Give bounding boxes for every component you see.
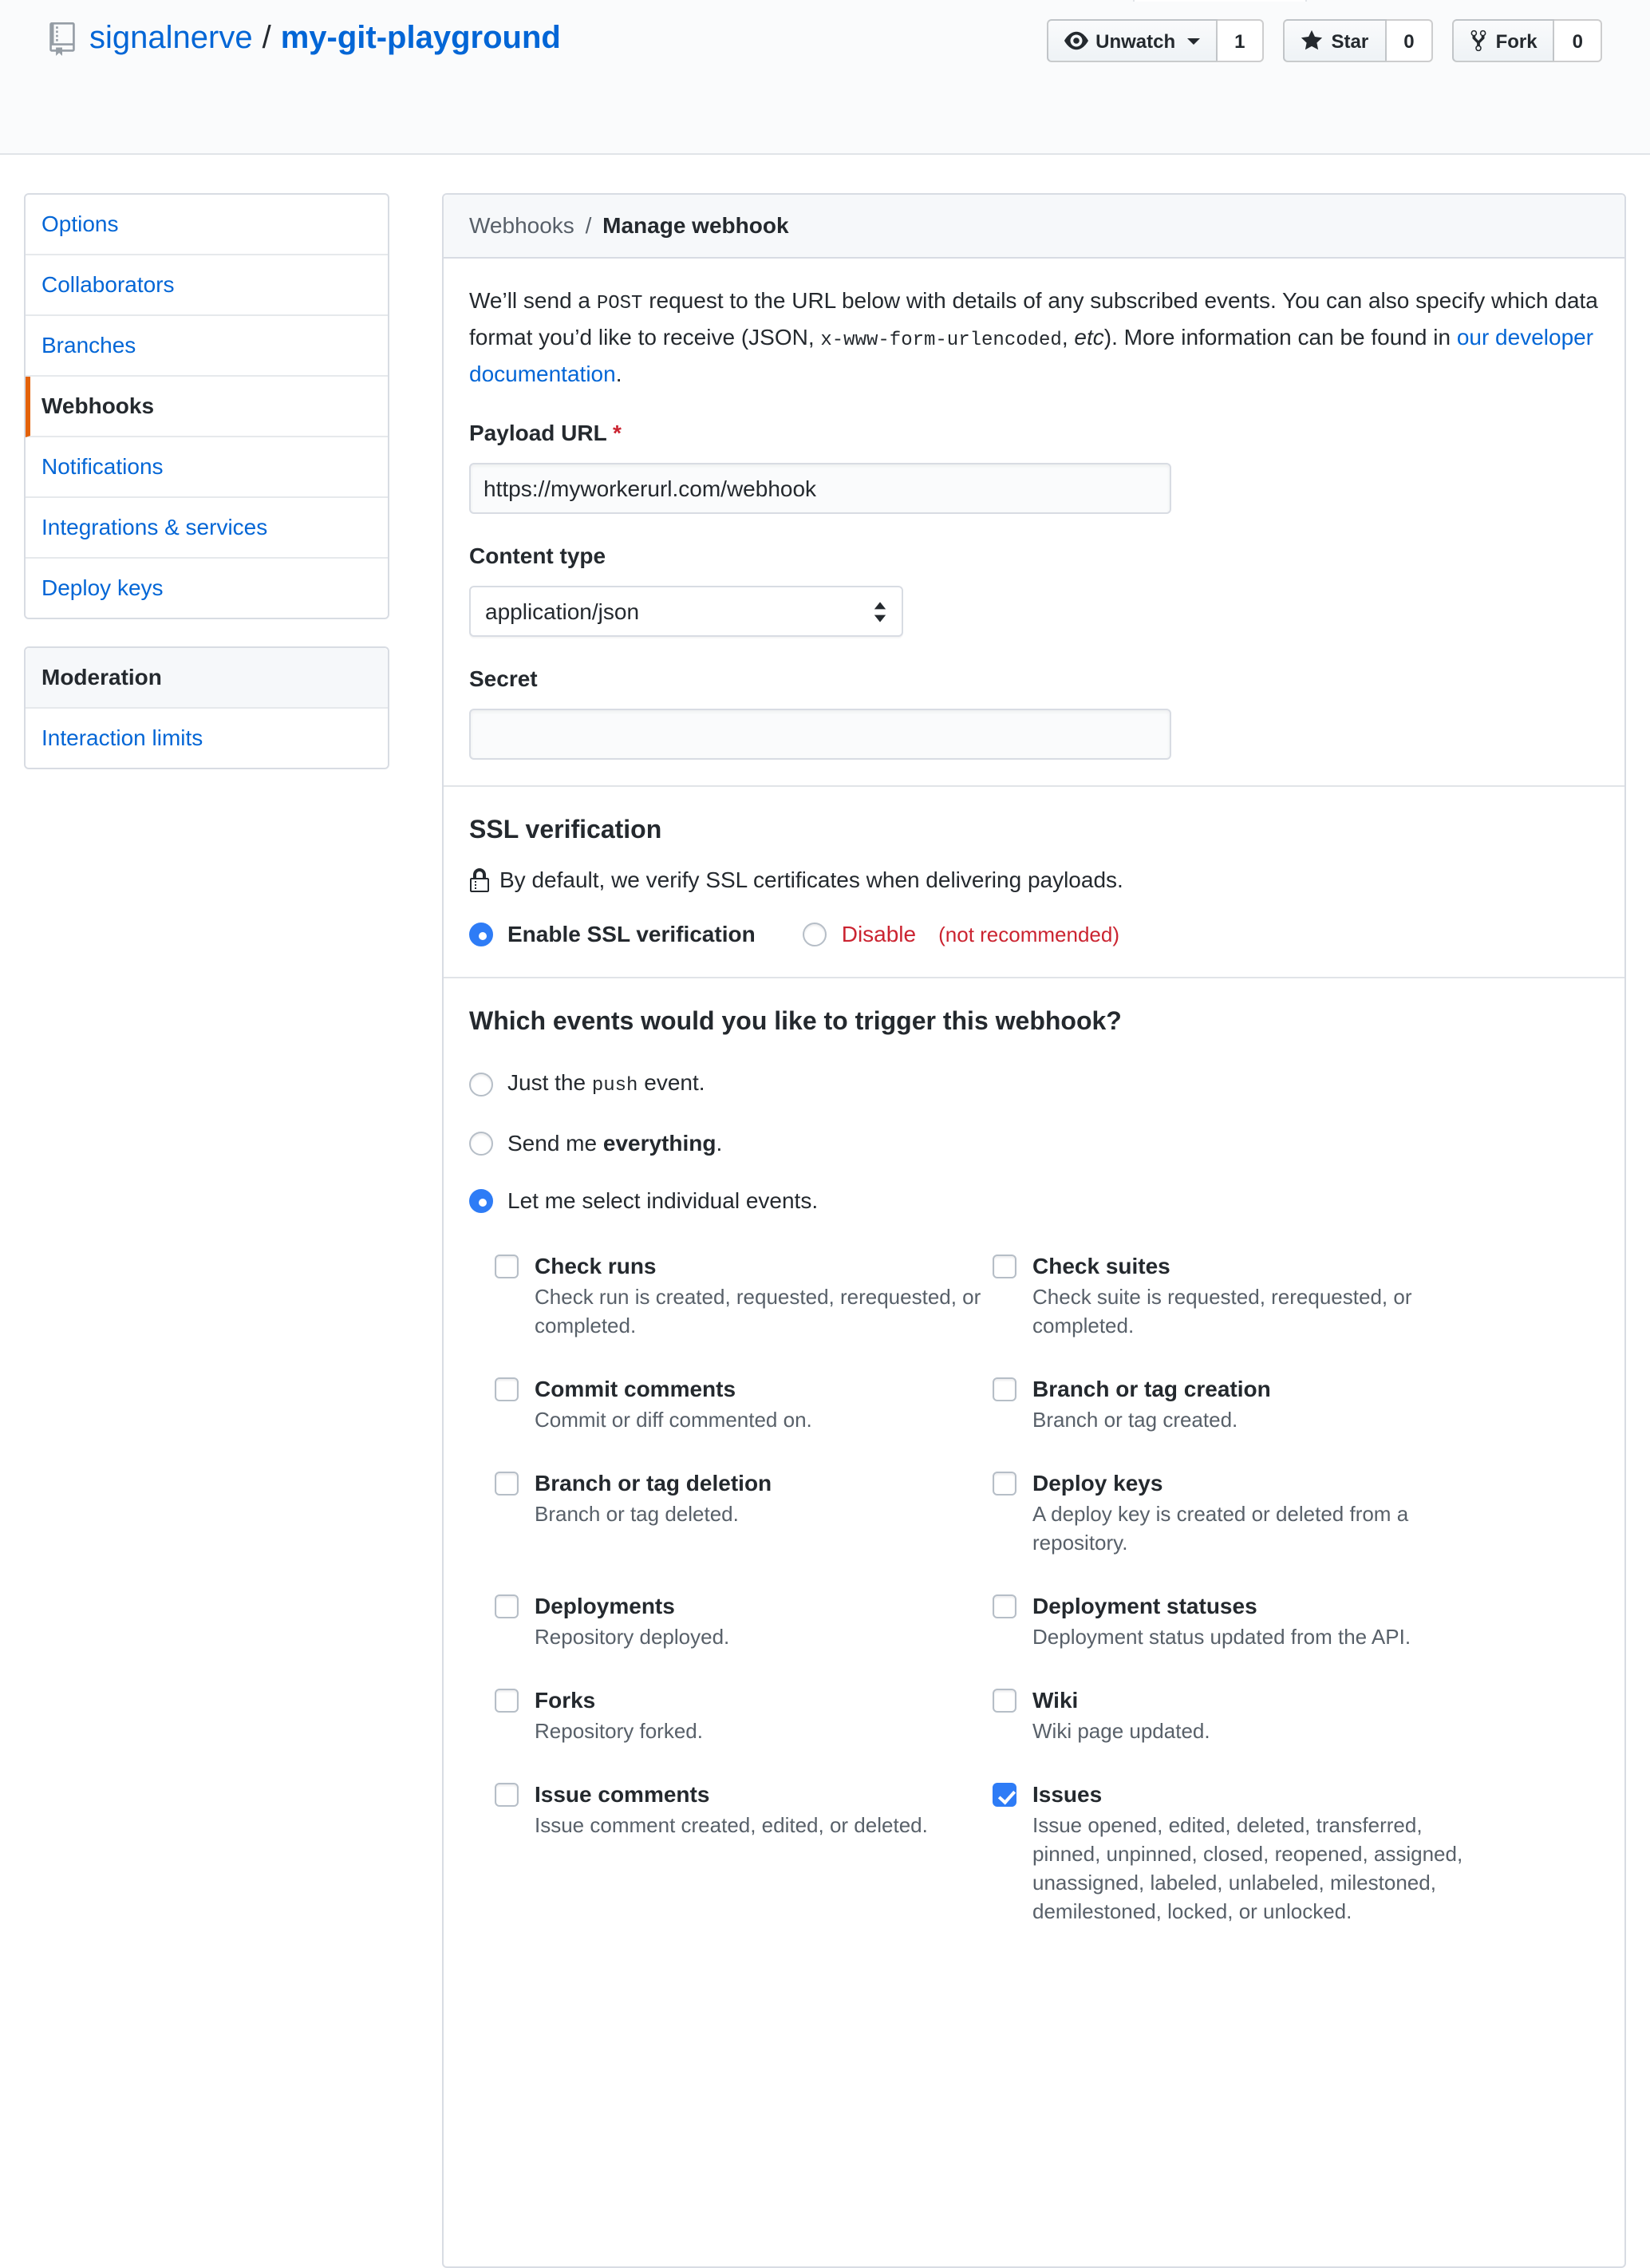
sidebar-item-notifications[interactable]: Notifications (26, 437, 388, 498)
inline-code: x-www-form-urlencoded (820, 329, 1062, 351)
ssl-section (444, 787, 1624, 978)
lock-icon (469, 867, 490, 893)
fork-button-label: Fork (1495, 30, 1538, 52)
event-description: Deployment status updated from the API. (1032, 1625, 1411, 1649)
event-trigger-option-2[interactable] (469, 1127, 1599, 1160)
event-deployment-statuses-checkbox[interactable] (993, 1594, 1016, 1618)
breadcrumb-current: Manage webhook (602, 212, 789, 238)
event-check-runs-checkbox[interactable] (495, 1255, 519, 1278)
repo-title (48, 21, 561, 57)
event-title: Wiki (1032, 1687, 1079, 1713)
events-section (444, 978, 1624, 1952)
event-description: Branch or tag created. (1032, 1408, 1238, 1432)
event-text (535, 1778, 928, 1840)
event-title: Check suites (1032, 1253, 1170, 1278)
event-description: Repository forked. (535, 1719, 703, 1743)
content-type-group (469, 539, 1599, 637)
event-trigger-radio-2[interactable] (469, 1132, 493, 1156)
repo-icon (48, 22, 77, 56)
event-trigger-option-3[interactable] (469, 1184, 1599, 1218)
event-title: Issue comments (535, 1781, 710, 1807)
event-wiki (993, 1684, 1599, 1746)
events-radio-group (469, 1066, 1599, 1218)
event-title: Deployments (535, 1593, 675, 1618)
ssl-enable-option[interactable] (469, 918, 756, 951)
repo-separator: / (262, 21, 271, 56)
repo-actions (1046, 19, 1602, 62)
event-description: Wiki page updated. (1032, 1719, 1210, 1743)
event-text (535, 1250, 993, 1341)
content-type-selected-value: application/json (485, 599, 640, 624)
event-commit-comments (495, 1373, 993, 1435)
unwatch-count[interactable]: 1 (1217, 19, 1264, 62)
unwatch-button-label: Unwatch (1095, 30, 1176, 52)
payload-url-label (469, 417, 1599, 450)
event-branch-or-tag-creation-checkbox[interactable] (993, 1377, 1016, 1401)
text-run: Let me select individual events. (507, 1187, 819, 1213)
settings-sidebar (24, 193, 389, 769)
event-text (535, 1467, 772, 1529)
tab-code[interactable] (48, 0, 188, 2)
repo-name-link[interactable]: my-git-playground (280, 21, 561, 56)
text-run: We’ll send a (469, 287, 597, 313)
event-check-runs (495, 1250, 993, 1341)
text-run: event. (638, 1069, 705, 1095)
eye-icon (1064, 29, 1088, 53)
sidebar-item-deploy-keys[interactable]: Deploy keys (41, 575, 164, 600)
event-deploy-keys (993, 1467, 1599, 1558)
repo-nav (48, 0, 1308, 2)
text-run: Send me (507, 1130, 603, 1156)
event-branch-or-tag-creation (993, 1373, 1599, 1435)
sidebar-item-webhooks[interactable]: Webhooks (26, 377, 388, 437)
moderation-heading: Moderation (26, 648, 388, 709)
required-asterisk: * (613, 420, 622, 445)
developer-documentation-link[interactable]: our developer documentation (469, 324, 1594, 386)
emphasis-text: etc (1074, 324, 1104, 350)
breadcrumb-webhooks-link[interactable]: Webhooks (469, 212, 574, 238)
event-forks-checkbox[interactable] (495, 1689, 519, 1713)
webhook-form-section (444, 259, 1624, 787)
inline-code: push (591, 1074, 638, 1096)
event-deployments-checkbox[interactable] (495, 1594, 519, 1618)
payload-url-group (469, 417, 1599, 514)
event-trigger-radio-1[interactable] (469, 1073, 493, 1096)
tab-pull-requests[interactable] (379, 0, 632, 2)
event-title: Deploy keys (1032, 1470, 1163, 1496)
star-count[interactable]: 0 (1386, 19, 1433, 62)
event-trigger-option-1[interactable] (469, 1066, 1599, 1103)
star-button[interactable] (1284, 19, 1387, 62)
ssl-enable-radio[interactable] (469, 923, 493, 946)
event-trigger-option-label (507, 1066, 705, 1103)
event-text (535, 1684, 703, 1746)
breadcrumb-separator: / (585, 212, 592, 238)
fork-count[interactable]: 0 (1555, 19, 1602, 62)
star-icon (1301, 29, 1324, 53)
content-type-label: Content type (469, 543, 606, 568)
event-text (1032, 1778, 1490, 1926)
event-issues-checkbox[interactable] (993, 1783, 1016, 1807)
events-heading: Which events would you like to trigger this webhook? (469, 1009, 1122, 1036)
event-text (1032, 1590, 1411, 1652)
event-branch-or-tag-deletion (495, 1467, 993, 1529)
star-button-label: Star (1331, 30, 1369, 52)
tab-issues[interactable] (188, 0, 379, 2)
event-text (1032, 1467, 1490, 1558)
event-title: Commit comments (535, 1376, 736, 1401)
event-wiki-checkbox[interactable] (993, 1689, 1016, 1713)
event-deployments (495, 1590, 993, 1652)
ssl-note-text: By default, we verify SSL certificates when delivering payloads. (499, 867, 1123, 892)
bold-text: everything (602, 1130, 716, 1156)
fork-button-group (1453, 19, 1602, 62)
event-text (1032, 1684, 1210, 1746)
inline-code: POST (596, 292, 643, 314)
event-title: Deployment statuses (1032, 1593, 1257, 1618)
text-run: , (1061, 324, 1075, 350)
payload-url-label-text: Payload URL (469, 420, 607, 445)
repo-owner-link[interactable]: signalnerve (89, 21, 253, 56)
event-branch-or-tag-deletion-checkbox[interactable] (495, 1472, 519, 1496)
event-deploy-keys-checkbox[interactable] (993, 1472, 1016, 1496)
text-run: request to the URL below with details of any subscribed events. You can also specify which data format you’d like to receive (JSON, (469, 287, 1598, 350)
event-text (1032, 1373, 1271, 1435)
secret-label: Secret (469, 666, 538, 691)
tab-wiki[interactable] (840, 0, 970, 2)
event-trigger-option-label (507, 1184, 818, 1218)
event-title: Issues (1032, 1781, 1103, 1807)
select-arrows-icon (873, 599, 887, 623)
star-button-group (1284, 19, 1434, 62)
sidebar-item-interaction-limits[interactable]: Interaction limits (41, 725, 203, 750)
secret-group (469, 662, 1599, 760)
event-issues (993, 1778, 1599, 1926)
text-run: . (716, 1130, 723, 1156)
event-trigger-radio-3[interactable] (469, 1189, 493, 1213)
breadcrumb (444, 195, 1624, 259)
moderation-menu (24, 646, 389, 769)
text-run: ). More information can be found in (1103, 324, 1457, 350)
tab-settings[interactable] (1133, 0, 1307, 2)
event-issue-comments-checkbox[interactable] (495, 1783, 519, 1807)
secret-input[interactable] (469, 709, 1171, 760)
event-trigger-option-label (507, 1127, 722, 1160)
event-title: Branch or tag creation (1032, 1376, 1271, 1401)
repo-forked-icon (1470, 29, 1488, 53)
webhook-description (469, 284, 1599, 391)
settings-menu (24, 193, 389, 619)
fork-button[interactable] (1453, 19, 1555, 62)
text-run: . (615, 361, 622, 386)
ssl-disable-option[interactable] (803, 918, 1119, 951)
tab-projects[interactable] (633, 0, 841, 2)
event-text (535, 1590, 729, 1652)
events-checkbox-grid (495, 1250, 1599, 1926)
event-description: Check suite is requested, rerequested, or completed. (1032, 1285, 1412, 1337)
content-type-select[interactable] (469, 586, 903, 637)
repo-header (0, 0, 1650, 155)
settings-content (0, 193, 1650, 2268)
event-text (1032, 1250, 1490, 1341)
sidebar-item-integrations-services[interactable]: Integrations & services (26, 498, 388, 559)
sidebar-item-branches[interactable]: Branches (26, 316, 388, 377)
event-description: Issue comment created, edited, or deleted. (535, 1813, 928, 1837)
ssl-radio-group (469, 918, 1599, 951)
event-title: Forks (535, 1687, 596, 1713)
webhook-panel (442, 193, 1626, 2268)
payload-url-input[interactable] (469, 463, 1171, 514)
event-title: Check runs (535, 1253, 657, 1278)
tab-insights[interactable] (970, 0, 1134, 2)
event-check-suites-checkbox[interactable] (993, 1255, 1016, 1278)
event-deployment-statuses (993, 1590, 1599, 1652)
ssl-enable-label: Enable SSL verification (507, 921, 756, 946)
ssl-heading: SSL verification (469, 817, 662, 844)
event-description: Repository deployed. (535, 1625, 730, 1649)
event-commit-comments-checkbox[interactable] (495, 1377, 519, 1401)
ssl-disable-label: Disable (841, 921, 917, 946)
event-forks (495, 1684, 993, 1746)
event-description: Check run is created, requested, rerequested, or completed. (535, 1285, 981, 1337)
ssl-disable-note: (not recommended) (938, 923, 1120, 946)
text-run: Just the (507, 1069, 592, 1095)
unwatch-button[interactable] (1046, 19, 1217, 62)
unwatch-button-group (1046, 19, 1264, 62)
sidebar-item-collaborators[interactable]: Collaborators (26, 255, 388, 316)
event-check-suites (993, 1250, 1599, 1341)
event-issue-comments (495, 1778, 993, 1840)
event-description: Issue opened, edited, deleted, transferred, pinned, unpinned, closed, reopened, assigned, unassigned, labeled, unlabeled, milestoned, demilestoned, locked, or unlocked. (1032, 1813, 1463, 1923)
ssl-note (469, 863, 1599, 897)
event-text (535, 1373, 812, 1435)
sidebar-item-options[interactable]: Options (26, 195, 388, 255)
event-description: A deploy key is created or deleted from a repository. (1032, 1502, 1409, 1555)
caret-down-icon (1186, 38, 1199, 50)
event-description: Branch or tag deleted. (535, 1502, 739, 1526)
ssl-disable-radio[interactable] (803, 923, 827, 946)
event-description: Commit or diff commented on. (535, 1408, 812, 1432)
event-title: Branch or tag deletion (535, 1470, 772, 1496)
